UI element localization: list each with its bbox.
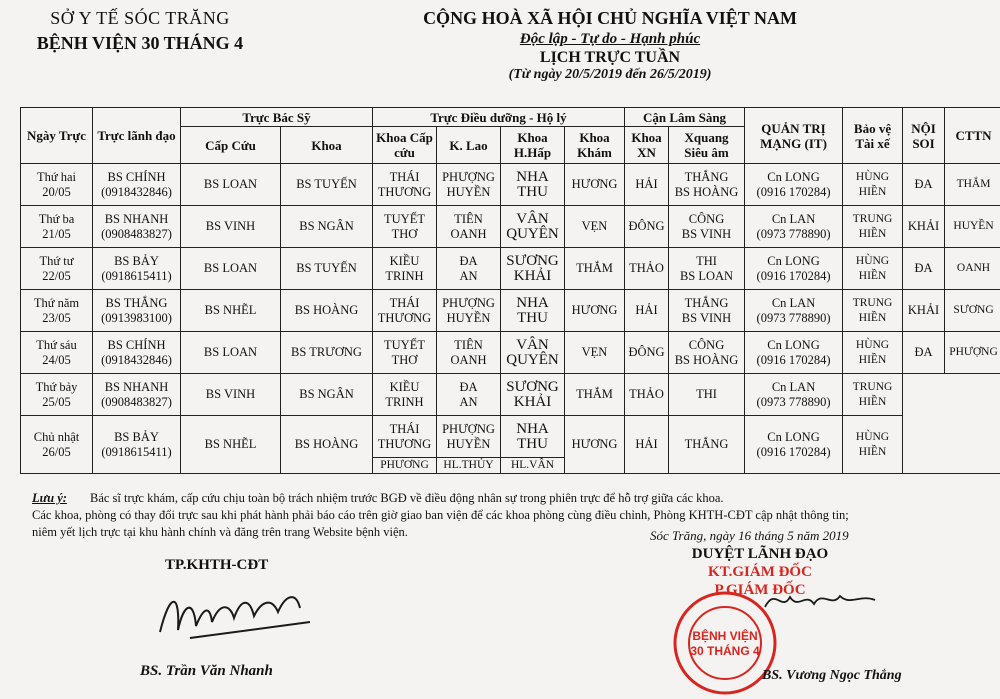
guard-cell: HÙNG HIỀN: [843, 332, 903, 374]
note-label: Lưu ý:: [32, 491, 67, 505]
extra-nurse-lao-cell: HL.THỦY: [437, 458, 501, 474]
leader-cell: BS NHANH (0908483827): [93, 374, 181, 416]
lab-xn-cell: HẢI: [625, 164, 669, 206]
it-cell: Cn LONG (0916 170284): [745, 164, 843, 206]
lab-xquang-cell: THI BS LOAN: [669, 248, 745, 290]
right-signature-image: [760, 582, 880, 622]
col-lab-xquang: Xquang Siêu âm: [669, 127, 745, 164]
cttn-cell: THẮM: [945, 164, 1000, 206]
day-cell: Thứ năm 23/05: [21, 290, 93, 332]
doctor-dept-cell: BS HOÀNG: [281, 290, 373, 332]
col-cttn: CTTN: [945, 108, 1000, 164]
date-range: (Từ ngày 20/5/2019 đến 26/5/2019): [508, 67, 712, 82]
col-nurse-lao: K. Lao: [437, 127, 501, 164]
doctor-er-cell: BS LOAN: [181, 332, 281, 374]
nurse-lao-cell: TIÊN OANH: [437, 332, 501, 374]
col-leader: Trực lãnh đạo: [93, 108, 181, 164]
endoscopy-cell: KHẢI: [903, 290, 945, 332]
hospital-name: BỆNH VIỆN 30 THÁNG 4: [36, 33, 244, 53]
left-signer-name: BS. Trần Văn Nhanh: [140, 663, 273, 679]
approval-title: DUYỆT LÃNH ĐẠO: [691, 546, 829, 562]
note-line-2: Các khoa, phòng có thay đổi trực sau khi phát hành phải báo cáo trên giờ giao ban viện để các khoa phòng cùng điều chỉnh, Phòng KHTH-CĐT cập nhật thông tin;: [32, 508, 849, 522]
guard-cell: TRUNG HIỀN: [843, 290, 903, 332]
seal-line-1: BỆNH VIỆN: [692, 629, 758, 643]
col-doctor-group: Trực Bác Sỹ: [181, 108, 373, 127]
endoscopy-cell: ĐA: [903, 164, 945, 206]
doctor-er-cell: BS LOAN: [181, 164, 281, 206]
col-endoscopy: NỘI SOI: [903, 108, 945, 164]
blank-cell: [903, 374, 1000, 474]
cttn-cell: HUYỀN: [945, 206, 1000, 248]
day-cell: Thứ bảy 25/05: [21, 374, 93, 416]
department-name: SỞ Y TẾ SÓC TRĂNG: [50, 8, 230, 28]
nurse-er-cell: THÁI THƯƠNG: [373, 416, 437, 458]
nurse-hhap-cell: NHA THU: [501, 164, 565, 206]
doctor-er-cell: BS VINH: [181, 206, 281, 248]
vice-director-title: P.GIÁM ĐỐC: [714, 582, 806, 598]
nurse-hhap-cell: NHA THU: [501, 290, 565, 332]
doctor-er-cell: BS NHẼL: [181, 290, 281, 332]
note-line-3: niêm yết lịch trực tại khu hành chính và đăng trên trang Website bệnh viện.: [32, 525, 408, 539]
guard-cell: TRUNG HIỀN: [843, 206, 903, 248]
document-title: LỊCH TRỰC TUẦN: [539, 49, 681, 66]
nurse-er-cell: THÁI THƯƠNG: [373, 290, 437, 332]
lab-xn-cell: HẢI: [625, 416, 669, 474]
lab-xquang-cell: THẮNG BS VINH: [669, 290, 745, 332]
lab-xquang-cell: THI: [669, 374, 745, 416]
doctor-dept-cell: BS TUYẾN: [281, 164, 373, 206]
cttn-cell: PHƯỢNG: [945, 332, 1000, 374]
col-nurse-er: Khoa Cấp cứu: [373, 127, 437, 164]
nation-title: CỘNG HOÀ XÃ HỘI CHỦ NGHĨA VIỆT NAM: [423, 8, 797, 28]
day-cell: Thứ ba 21/05: [21, 206, 93, 248]
lab-xn-cell: ĐÔNG: [625, 206, 669, 248]
cttn-cell: SƯƠNG: [945, 290, 1000, 332]
lab-xn-cell: THẢO: [625, 248, 669, 290]
it-cell: Cn LONG (0916 170284): [745, 248, 843, 290]
guard-cell: TRUNG HIỀN: [843, 374, 903, 416]
lab-xquang-cell: CÔNG BS HOÀNG: [669, 332, 745, 374]
col-nurse-kham: Khoa Khám: [565, 127, 625, 164]
it-cell: Cn LAN (0973 778890): [745, 206, 843, 248]
nurse-lao-cell: ĐA AN: [437, 374, 501, 416]
day-cell: Thứ hai 20/05: [21, 164, 93, 206]
nurse-er-cell: THÁI THƯƠNG: [373, 164, 437, 206]
nurse-lao-cell: PHƯỢNG HUYỀN: [437, 164, 501, 206]
doctor-er-cell: BS LOAN: [181, 248, 281, 290]
nurse-hhap-cell: NHA THU: [501, 416, 565, 458]
extra-nurse-hhap-cell: HL.VÂN: [501, 458, 565, 474]
endoscopy-cell: ĐA: [903, 332, 945, 374]
deputy-title: KT.GIÁM ĐỐC: [708, 564, 812, 580]
left-signature-image: [150, 582, 320, 652]
nurse-lao-cell: PHƯỢNG HUYỀN: [437, 416, 501, 458]
nurse-kham-cell: HƯƠNG: [565, 290, 625, 332]
nurse-kham-cell: HƯƠNG: [565, 416, 625, 474]
nurse-hhap-cell: VÂN QUYÊN: [501, 206, 565, 248]
table-row: [21, 416, 1000, 458]
endoscopy-cell: ĐA: [903, 248, 945, 290]
right-signer-name: BS. Vương Ngọc Thắng: [762, 668, 902, 683]
leader-cell: BS NHANH (0908483827): [93, 206, 181, 248]
nurse-kham-cell: VẸN: [565, 332, 625, 374]
table-row: [21, 374, 1000, 416]
nurse-hhap-cell: SƯƠNG KHẢI: [501, 374, 565, 416]
table-row: [21, 290, 1000, 332]
nurse-kham-cell: HƯƠNG: [565, 164, 625, 206]
leader-cell: BS CHÍNH (0918432846): [93, 164, 181, 206]
col-day: Ngày Trực: [21, 108, 93, 164]
doctor-dept-cell: BS HOÀNG: [281, 416, 373, 474]
doctor-er-cell: BS VINH: [181, 374, 281, 416]
doctor-dept-cell: BS TRƯƠNG: [281, 332, 373, 374]
nurse-er-cell: KIỀU TRINH: [373, 248, 437, 290]
col-nurse-hhap: Khoa H.Hấp: [501, 127, 565, 164]
leader-cell: BS THẮNG (0913983100): [93, 290, 181, 332]
day-cell: Chủ nhật 26/05: [21, 416, 93, 474]
lab-xn-cell: ĐÔNG: [625, 332, 669, 374]
it-cell: Cn LONG (0916 170284): [745, 332, 843, 374]
lab-xn-cell: HẢI: [625, 290, 669, 332]
left-signer-title: TP.KHTH-CĐT: [165, 557, 269, 573]
col-it: QUẢN TRỊ MẠNG (IT): [745, 108, 843, 164]
nurse-lao-cell: ĐA AN: [437, 248, 501, 290]
guard-cell: HÙNG HIỀN: [843, 164, 903, 206]
sign-date: Sóc Trăng, ngày 16 tháng 5 năm 2019: [650, 528, 849, 543]
leader-cell: BS CHÍNH (0918432846): [93, 332, 181, 374]
table-row: [21, 164, 1000, 206]
doctor-er-cell: BS NHẼL: [181, 416, 281, 474]
it-cell: Cn LONG (0916 170284): [745, 416, 843, 474]
doctor-dept-cell: BS NGÂN: [281, 206, 373, 248]
nurse-er-cell: TUYẾT THƠ: [373, 206, 437, 248]
header-left: [20, 8, 260, 54]
extra-nurse-er-cell: PHƯƠNG: [373, 458, 437, 474]
leader-cell: BS BẢY (0918615411): [93, 416, 181, 474]
guard-cell: HÙNG HIỀN: [843, 248, 903, 290]
nurse-er-cell: TUYẾT THƠ: [373, 332, 437, 374]
guard-cell: HÙNG HIỀN: [843, 416, 903, 474]
col-doctor-er: Cấp Cứu: [181, 127, 281, 164]
nurse-kham-cell: THẮM: [565, 248, 625, 290]
endoscopy-cell: KHẢI: [903, 206, 945, 248]
header-right: [420, 8, 800, 83]
leader-cell: BS BẢY (0918615411): [93, 248, 181, 290]
lab-xquang-cell: THẮNG BS HOÀNG: [669, 164, 745, 206]
doctor-dept-cell: BS NGÂN: [281, 374, 373, 416]
col-lab-xn: Khoa XN: [625, 127, 669, 164]
col-lab-group: Cận Lâm Sàng: [625, 108, 745, 127]
nurse-lao-cell: TIÊN OANH: [437, 206, 501, 248]
lab-xn-cell: THẢO: [625, 374, 669, 416]
nurse-lao-cell: PHƯỢNG HUYỀN: [437, 290, 501, 332]
nurse-kham-cell: VẸN: [565, 206, 625, 248]
seal-line-2: 30 THÁNG 4: [690, 644, 760, 658]
day-cell: Thứ tư 22/05: [21, 248, 93, 290]
lab-xquang-cell: THẮNG: [669, 416, 745, 474]
nurse-hhap-cell: SƯƠNG KHẢI: [501, 248, 565, 290]
table-row: [21, 332, 1000, 374]
col-doctor-dept: Khoa: [281, 127, 373, 164]
lab-xquang-cell: CÔNG BS VINH: [669, 206, 745, 248]
duty-schedule-table: [20, 107, 1000, 474]
doctor-dept-cell: BS TUYẾN: [281, 248, 373, 290]
it-cell: Cn LAN (0973 778890): [745, 374, 843, 416]
day-cell: Thứ sáu 24/05: [21, 332, 93, 374]
it-cell: Cn LAN (0973 778890): [745, 290, 843, 332]
col-guard: Bảo vệ Tài xế: [843, 108, 903, 164]
nurse-kham-cell: THẮM: [565, 374, 625, 416]
nurse-er-cell: KIỀU TRINH: [373, 374, 437, 416]
nurse-hhap-cell: VÂN QUYÊN: [501, 332, 565, 374]
col-nurse-group: Trực Điều dưỡng - Hộ lý: [373, 108, 625, 127]
table-row: [21, 206, 1000, 248]
note-line-1: Bác sĩ trực khám, cấp cứu chịu toàn bộ trách nhiệm trước BGĐ về điều động nhân sự trong phiên trực để hỗ trợ giữa các khoa.: [90, 491, 724, 505]
motto: Độc lập - Tự do - Hạnh phúc: [519, 31, 701, 47]
table-row: [21, 248, 1000, 290]
cttn-cell: OANH: [945, 248, 1000, 290]
